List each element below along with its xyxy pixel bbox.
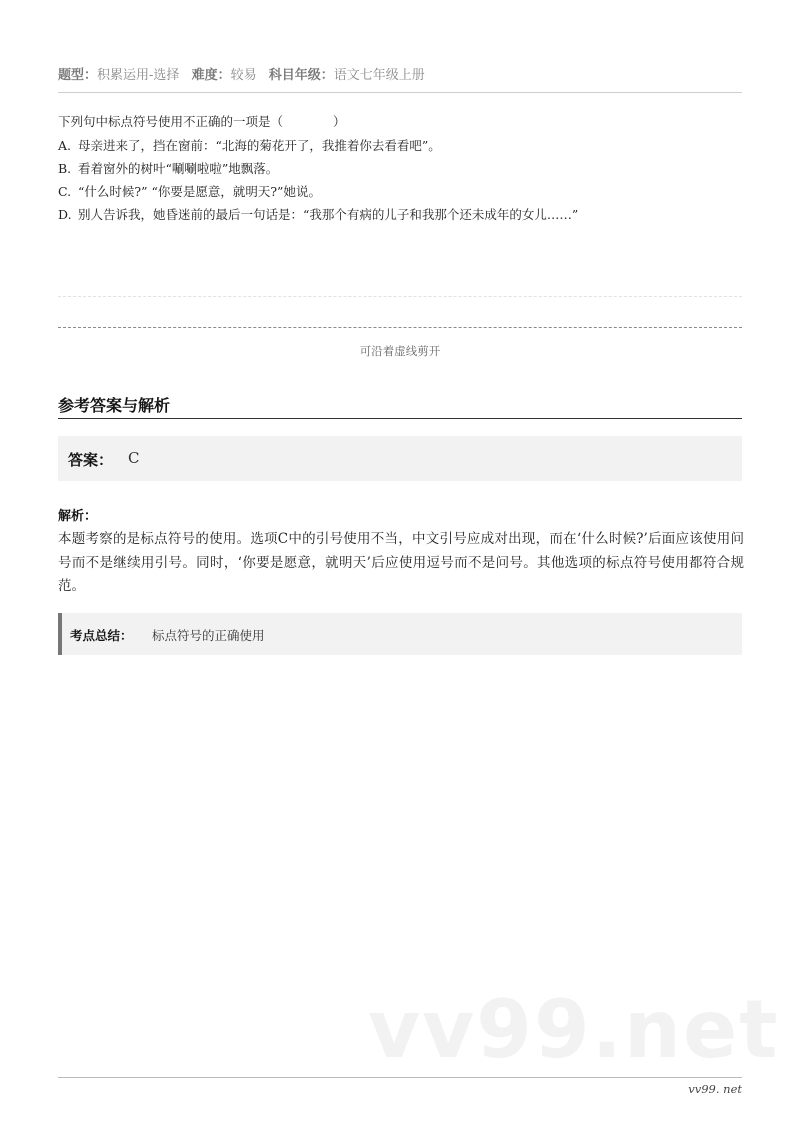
option-text: 看着窗外的树叶“唰唰啦啦”地飘落。: [78, 161, 279, 176]
option-text: 别人告诉我，她昏迷前的最后一句话是：“我那个有病的儿子和我那个还未成年的女儿……”: [78, 207, 579, 222]
meta-divider: [58, 92, 742, 93]
footer-divider: [58, 1077, 742, 1078]
option-letter: A.: [58, 138, 72, 153]
option-letter: D.: [58, 207, 72, 222]
analysis-text: 本题考察的是标点符号的使用。选项C中的引号使用不当，中文引号应成对出现，而在‘什么时候?’后面应该使用问号而不是继续用引号。同时，‘你要是愿意，就明天’后应使用逗号而不是问号。其他选项的标点符号使用都符合规范。: [58, 531, 744, 594]
answer-value: C: [128, 449, 140, 467]
question-stem: 下列句中标点符号使用不正确的一项是（ ）: [58, 114, 346, 129]
watermark: vv99.net: [368, 983, 780, 1076]
option-letter: B.: [58, 161, 72, 176]
reference-divider: [58, 418, 742, 419]
option-a: [58, 136, 441, 154]
difficulty-label: 难度：: [191, 68, 231, 83]
reference-title: 参考答案与解析: [58, 396, 171, 415]
cut-line: [58, 327, 742, 328]
option-letter: C.: [58, 184, 72, 199]
option-c: [58, 182, 321, 200]
grade-label: 科目年级：: [268, 68, 334, 83]
option-d: [58, 205, 578, 223]
summary-value: 标点符号的正确使用: [152, 628, 265, 643]
grade-value: 语文七年级上册: [333, 68, 425, 83]
cut-note: 可沿着虚线剪开: [359, 344, 441, 358]
summary-label: 考点总结：: [70, 628, 133, 643]
footer-site: vv99. net: [688, 1082, 742, 1096]
option-text: 母亲进来了，挡在窗前：“北海的菊花开了，我推着你去看看吧”。: [78, 138, 441, 153]
question-meta: [58, 64, 425, 83]
type-value: 积累运用-选择: [97, 68, 180, 83]
option-b: [58, 159, 278, 177]
answer-label: 答案：: [68, 451, 114, 469]
analysis-label: 解析：: [58, 509, 98, 524]
answer-box: [58, 436, 742, 481]
type-label: 题型：: [58, 68, 98, 83]
answer-space-line: [58, 296, 742, 297]
option-text: “什么时候?” “你要是愿意，就明天?”她说。: [78, 184, 321, 199]
difficulty-value: 较易: [230, 68, 257, 83]
